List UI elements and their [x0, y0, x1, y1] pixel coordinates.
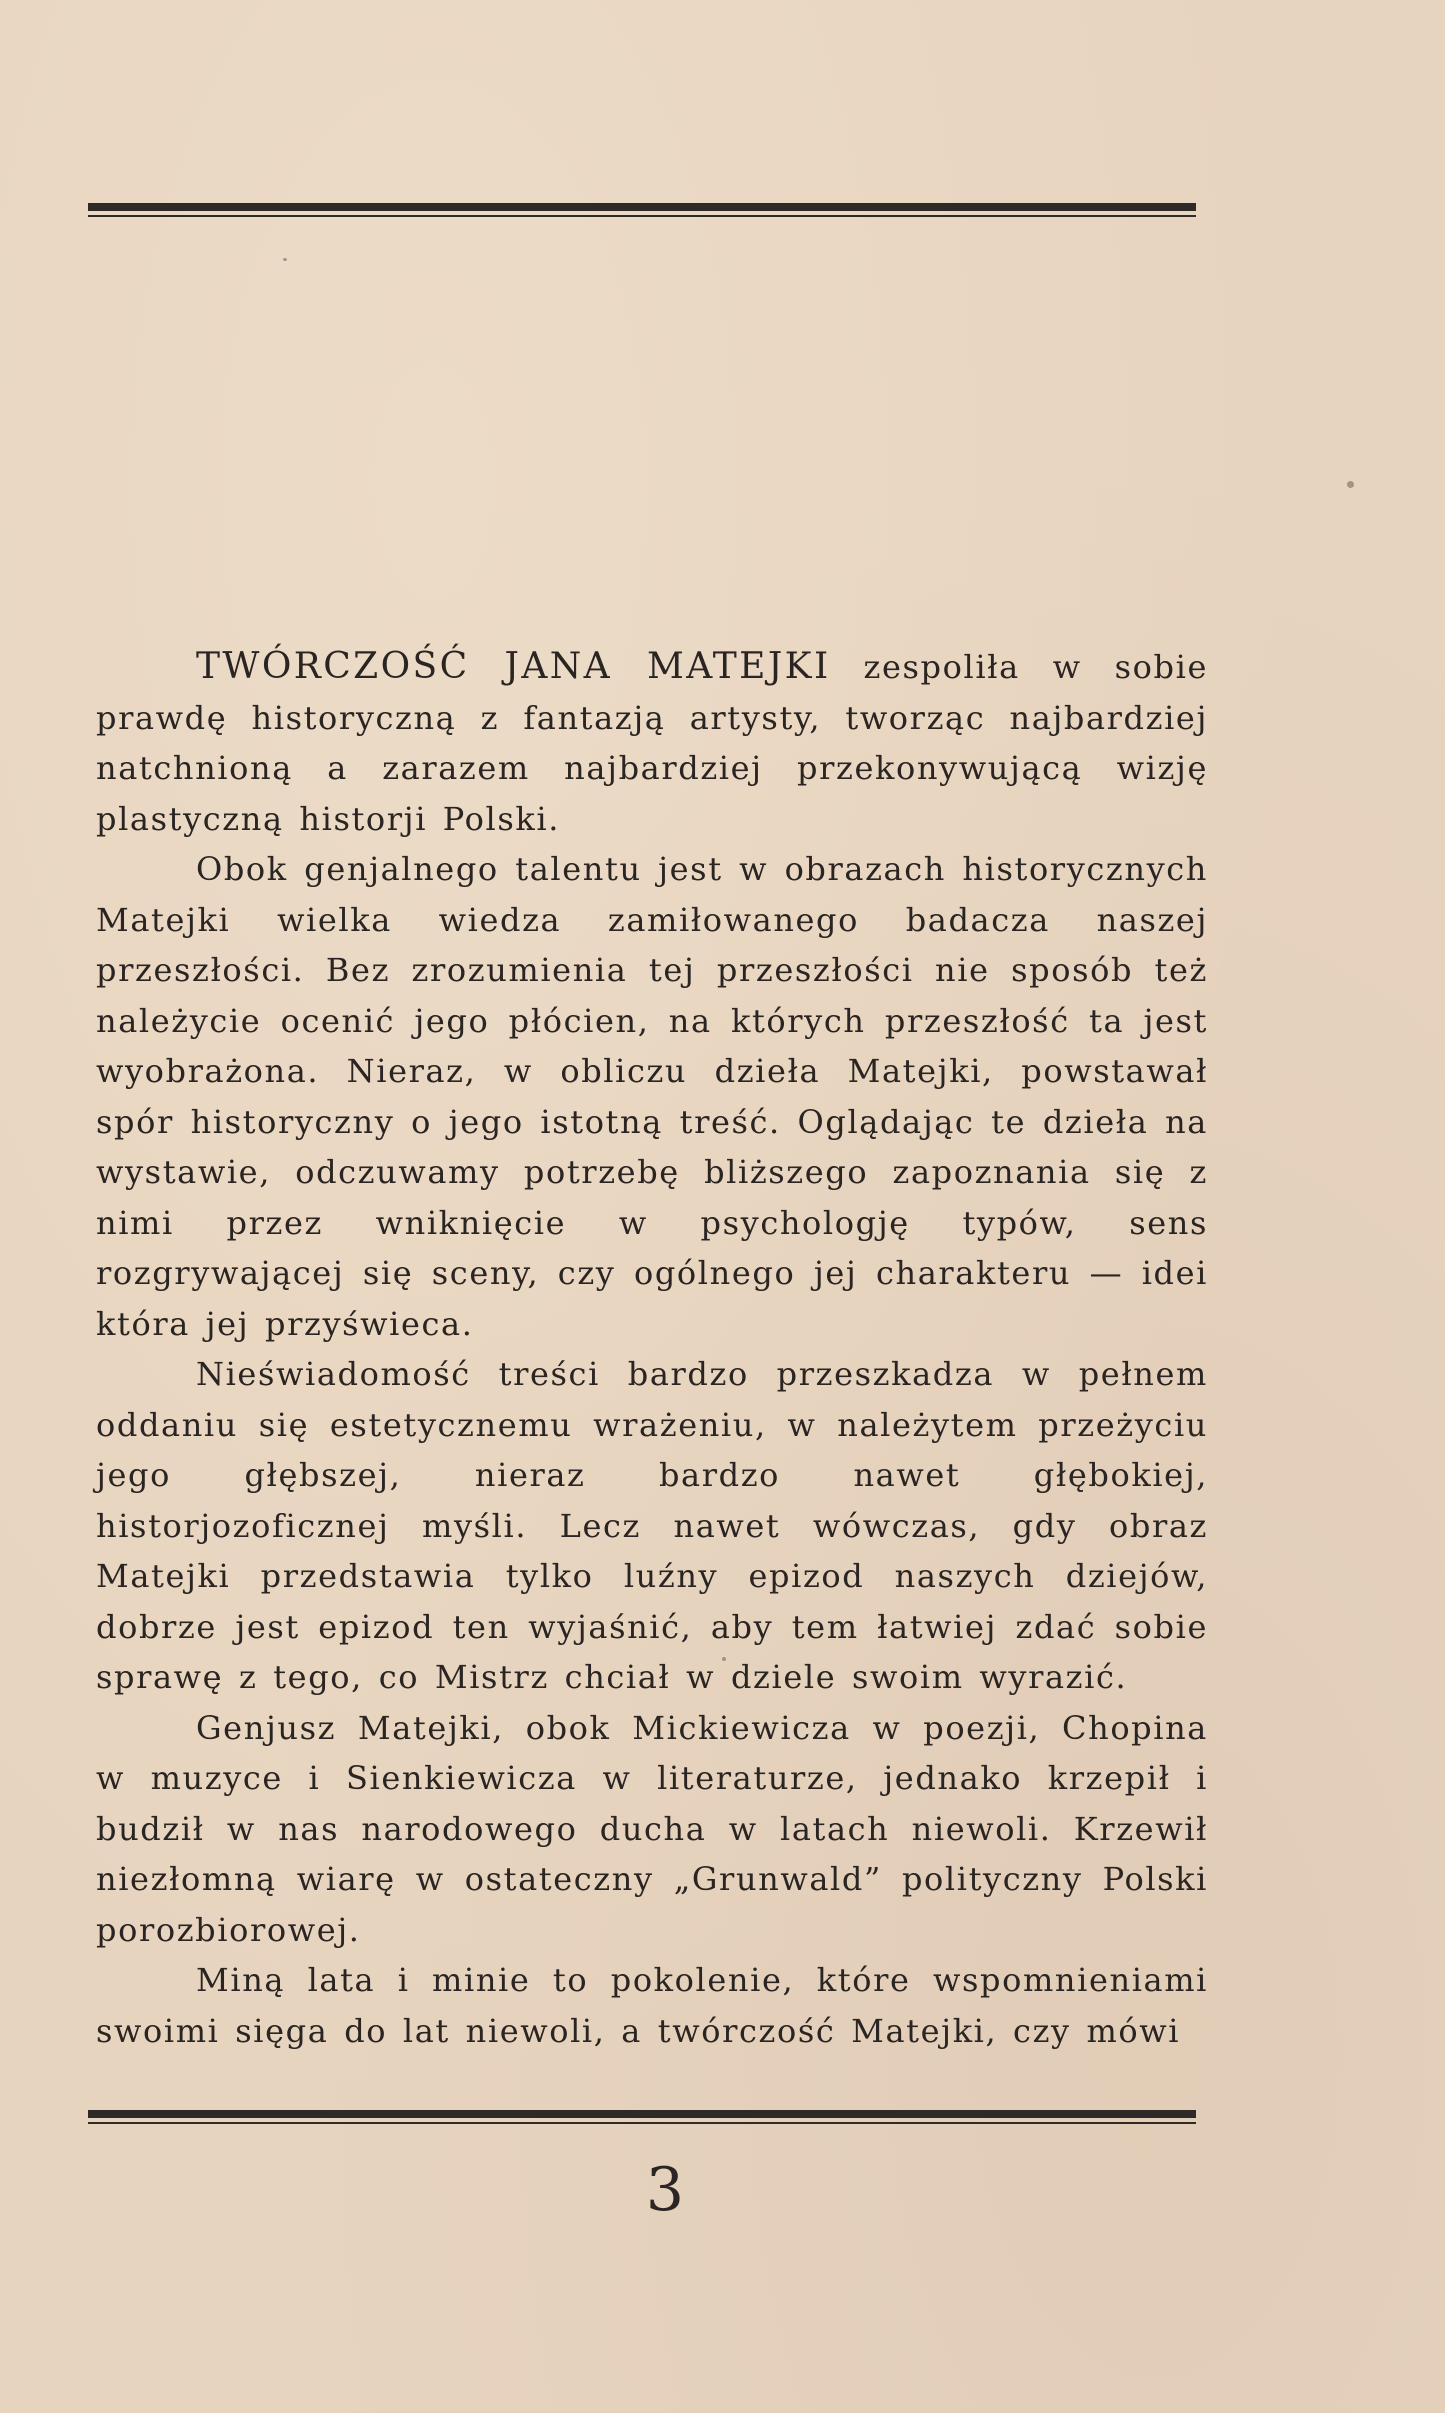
paragraph-4: Genjusz Matejki, obok Mickiewicza w poezji, Chopina w muzyce i Sienkiewicza w literaturze, jednako krzepił i budził w nas narodowego ducha w latach niewoli. Krzewił niezłomną wiarę w ostateczny „Grunwald” polityczny Polski porozbiorowej. [96, 1708, 1208, 1949]
lead-phrase: TWÓRCZOŚĆ JANA MATEJKI [196, 646, 831, 687]
paragraph-2: Obok genjalnego talentu jest w obrazach historycznych Matejki wielka wiedza zamiłowanego badacza naszej przeszłości. Bez zrozumienia tej przeszłości nie sposób też należycie ocenić jego płócien, na których przeszłość ta jest wyobrażona. Nieraz, w obliczu dzieła Matejki, powstawał spór historyczny o jego istotną treść. Oglądając te dzieła na wystawie, odczuwamy potrzebę bliższego zapoznania się z nimi przez wniknięcie w psychologję typów, sens rozgrywającej się sceny, czy ogólnego jej charakteru — idei która jej przyświeca. [96, 850, 1208, 1343]
paper-speck [283, 258, 287, 261]
paragraph-1 [96, 642, 1208, 844]
bottom-rule [88, 2110, 1196, 2124]
page-number: 3 [645, 2155, 685, 2225]
top-rule-thick-line [88, 203, 1196, 211]
paragraph-1-text: zespoliła w sobie prawdę historyczną z fantazją artysty, tworząc najbardziej natchnioną a zarazem najbardziej przekonywującą wizję plastyczną historji Polski. [96, 648, 1208, 838]
body-text [96, 642, 1208, 2056]
top-rule-thin-line [88, 215, 1196, 217]
paragraph-5: Miną lata i minie to pokolenie, które wspomnieniami swoimi sięga do lat niewoli, a twórczość Matejki, czy mówi [96, 1961, 1208, 2050]
bottom-rule-thick-line [88, 2110, 1196, 2118]
paragraph-3: Nieświadomość treści bardzo przeszkadza w pełnem oddaniu się estetycznemu wrażeniu, w należytem przeżyciu jego głębszej, nieraz bardzo nawet głębokiej, historjozoficznej myśli. Lecz nawet wówczas, gdy obraz Matejki przedstawia tylko luźny epizod naszych dziejów, dobrze jest epizod ten wyjaśnić, aby tem łatwiej zdać sobie sprawę z tego, co Mistrz chciał w dziele swoim wyrazić. [96, 1355, 1208, 1696]
paper-speck [1347, 481, 1354, 488]
bottom-rule-thin-line [88, 2122, 1196, 2124]
top-rule [88, 203, 1196, 217]
